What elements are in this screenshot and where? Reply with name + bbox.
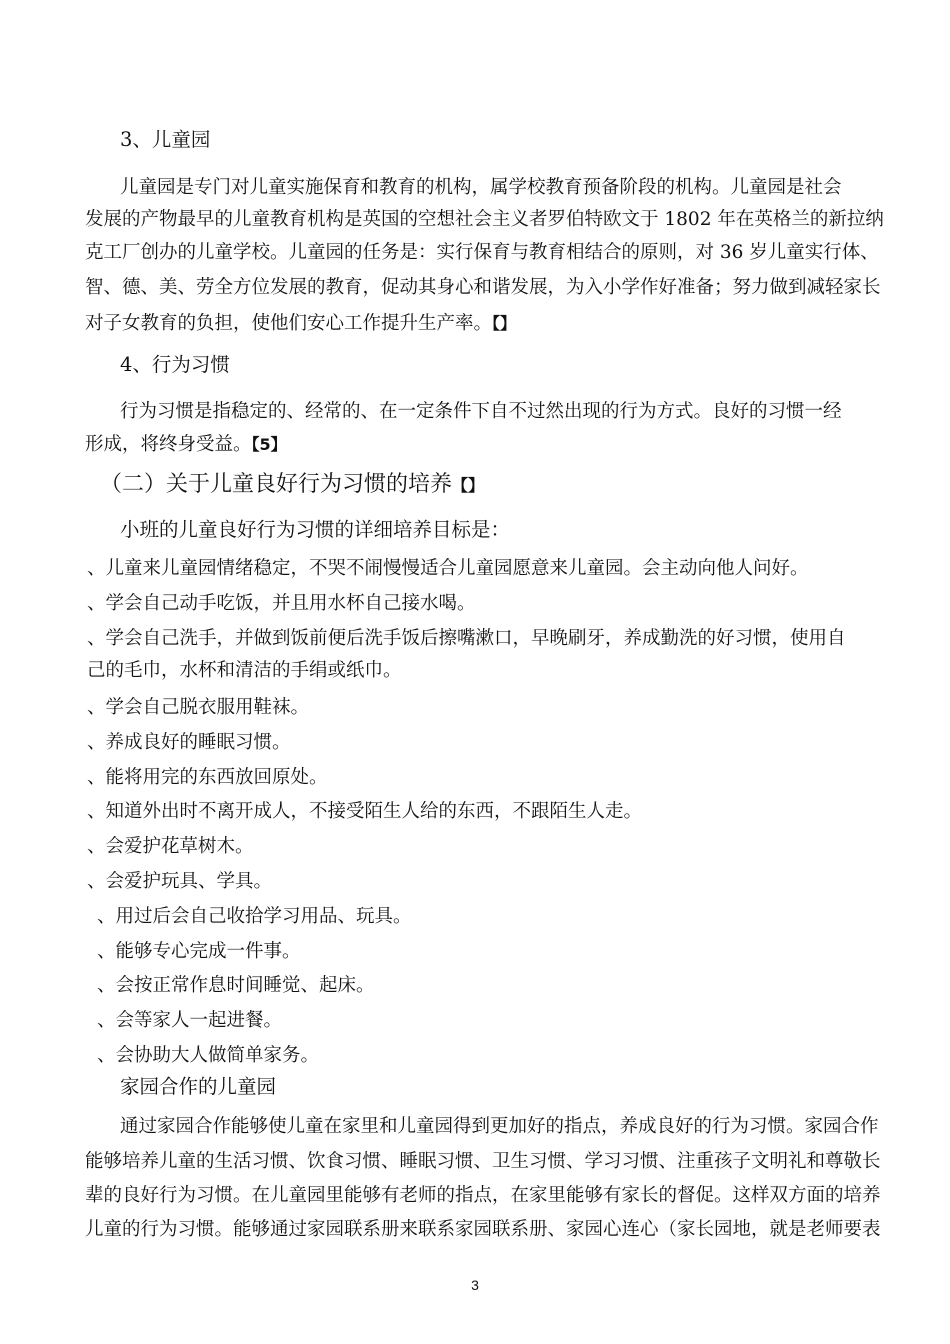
goals-intro: 小班的儿童良好行为习惯的详细培养目标是： xyxy=(120,518,511,541)
paragraph-line xyxy=(85,312,516,336)
paragraph-line: 儿童的行为习惯。能够通过家园联系册来联系家园联系册、家园心连心（家长园地，就是老师要表 xyxy=(85,1219,881,1240)
goal-item: 、会协助大人做简单家务。 xyxy=(97,1045,320,1066)
goal-item: 、会等家人一起进餐。 xyxy=(97,1010,283,1031)
section-heading-behavior-habits: 4、行为习惯 xyxy=(120,353,230,376)
section-heading-habit-cultivation xyxy=(100,473,484,498)
goal-item: 、养成良好的睡眠习惯。 xyxy=(87,732,291,753)
goal-item: 、学会自己动手吃饭，并且用水杯自己接水喝。 xyxy=(87,593,476,614)
goal-item: 、能够专心完成一件事。 xyxy=(97,941,301,962)
goal-item: 、学会自己洗手，并做到饭前便后洗手饭后擦嘴漱口，早晚刷牙，养成勤洗的好习惯，使用自 xyxy=(87,628,846,649)
section-heading-home-school-cooperation: 家园合作的儿童园 xyxy=(120,1075,277,1098)
goal-item-continuation: 己的毛巾，水杯和清洁的手绢或纸巾。 xyxy=(87,660,402,681)
reference-marker: 【】 xyxy=(492,314,517,333)
paragraph-line: 智、德、美、劳全方位发展的教育，促动其身心和谐发展，为入小学作好准备；努力做到减轻家长 xyxy=(85,277,881,298)
paragraph-line xyxy=(85,433,287,457)
paragraph-text: 对子女教育的负担，使他们安心工作提升生产率。 xyxy=(85,313,493,334)
paragraph-line: 通过家园合作能够使儿童在家里和儿童园得到更加好的指点，养成良好的行为习惯。家园合作 xyxy=(120,1116,879,1137)
paragraph-line: 克工厂创办的儿童学校。儿童园的任务是：实行保育与教育相结合的原则，对 36 岁儿童实行体、 xyxy=(85,242,879,263)
goal-item: 、会爱护玩具、学具。 xyxy=(87,871,273,892)
goal-item: 、能将用完的东西放回原处。 xyxy=(87,767,328,788)
goal-item: 、会按正常作息时间睡觉、起床。 xyxy=(97,975,375,996)
reference-marker: 【5】 xyxy=(251,435,287,454)
paragraph-line: 发展的产物最早的儿童教育机构是英国的空想社会主义者罗伯特欧文于 1802 年在英格兰的新拉纳 xyxy=(85,209,884,230)
goal-item: 、会爱护花草树木。 xyxy=(87,836,254,857)
paragraph-line: 行为习惯是指稳定的、经常的、在一定条件下自不过然出现的行为方式。良好的习惯一经 xyxy=(120,401,842,422)
section-heading-kindergarten: 3、儿童园 xyxy=(120,128,211,151)
goal-item: 、用过后会自己收拾学习用品、玩具。 xyxy=(97,906,412,927)
reference-marker: 【】 xyxy=(452,476,485,495)
goal-item: 、儿童来儿童园情绪稳定，不哭不闹慢慢适合儿童园愿意来儿童园。会主动向他人问好。 xyxy=(87,558,809,579)
paragraph-line: 能够培养儿童的生活习惯、饮食习惯、睡眠习惯、卫生习惯、学习习惯、注重孩子文明礼和尊敬长 xyxy=(85,1151,881,1172)
page-number: 3 xyxy=(471,1277,479,1293)
paragraph-text: 形成，将终身受益。 xyxy=(85,434,252,455)
goal-item: 、知道外出时不离开成人，不接受陌生人给的东西，不跟陌生人走。 xyxy=(87,801,643,822)
heading-text: （二）关于儿童良好行为习惯的培养 xyxy=(100,472,453,497)
goal-item: 、学会自己脱衣服用鞋袜。 xyxy=(87,697,310,718)
paragraph-line: 辈的良好行为习惯。在儿童园里能够有老师的指点，在家里能够有家长的督促。这样双方面的培养 xyxy=(85,1185,881,1206)
paragraph-line: 儿童园是专门对儿童实施保育和教育的机构，属学校教育预备阶段的机构。儿童园是社会 xyxy=(120,177,842,198)
